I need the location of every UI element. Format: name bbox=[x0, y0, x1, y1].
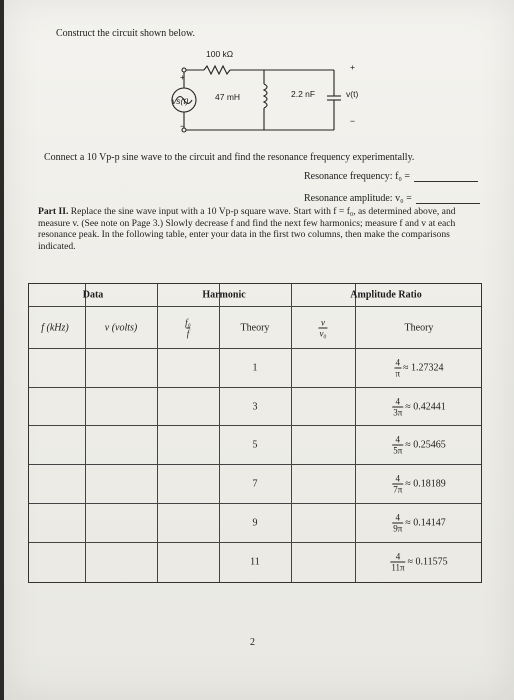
entry-cell[interactable] bbox=[31, 466, 83, 501]
part2-text: Replace the sine wave input with a 10 Vp-p square wave. Start with f = f₀, as determined above, and measure v. (See note on Page 3.) Slowly decrease f and find the next few harmonics; measure f and v at each resonance peak. In the following table, enter your data in the first two columns, then make the comparisons indicated. bbox=[38, 206, 456, 252]
harmonic-theory-value: 9 bbox=[252, 517, 258, 528]
entry-cell[interactable] bbox=[87, 544, 155, 579]
source-label: vs(t) bbox=[172, 96, 189, 106]
entry-cell[interactable] bbox=[159, 466, 217, 501]
capacitor-label: 2.2 nF bbox=[291, 89, 316, 99]
approx-value: ≈ 0.14147 bbox=[405, 517, 446, 528]
entry-cell[interactable] bbox=[159, 389, 217, 424]
amplitude-theory-value bbox=[394, 357, 443, 378]
resonance-amplitude-blank[interactable] bbox=[416, 203, 480, 204]
entry-cell[interactable] bbox=[293, 427, 353, 462]
entry-cell[interactable] bbox=[31, 389, 83, 424]
output-plus: + bbox=[350, 62, 355, 72]
approx-value: ≈ 1.27324 bbox=[403, 362, 444, 373]
col-divider bbox=[157, 284, 158, 582]
col-divider bbox=[291, 284, 292, 582]
entry-cell[interactable] bbox=[159, 505, 217, 540]
amplitude-theory-value bbox=[390, 551, 447, 572]
fraction-numerator: 4 bbox=[395, 551, 401, 561]
row-divider bbox=[29, 464, 481, 465]
entry-cell[interactable] bbox=[159, 544, 217, 579]
entry-cell[interactable] bbox=[87, 427, 155, 462]
entry-cell[interactable] bbox=[159, 427, 217, 462]
amplitude-theory-value bbox=[392, 473, 446, 494]
entry-cell[interactable] bbox=[293, 544, 353, 579]
f-denominator: f bbox=[186, 328, 190, 339]
fraction-denominator: π bbox=[395, 368, 401, 378]
instruction-text: Connect a 10 Vp-p sine wave to the circuit and find the resonance frequency experimentally. bbox=[44, 152, 415, 163]
entry-cell[interactable] bbox=[31, 505, 83, 540]
resistor-symbol bbox=[204, 66, 230, 74]
fraction-numerator: 4 bbox=[395, 473, 400, 483]
amplitude-theory-value bbox=[392, 396, 446, 417]
resonance-amplitude-label: Resonance amplitude: v₀ = bbox=[304, 193, 412, 204]
entry-cell[interactable] bbox=[159, 350, 217, 385]
col-divider bbox=[355, 284, 356, 582]
group-header-harmonic: Harmonic bbox=[202, 289, 246, 301]
approx-value: ≈ 0.25465 bbox=[405, 439, 446, 450]
resonance-frequency-blank[interactable] bbox=[414, 181, 478, 182]
worksheet-page bbox=[4, 0, 514, 700]
harmonic-theory-value: 7 bbox=[252, 478, 258, 489]
row-divider bbox=[29, 306, 481, 307]
fraction-denominator: 3π bbox=[393, 407, 403, 417]
col-header-f: f (kHz) bbox=[41, 322, 69, 334]
resonance-amplitude-row bbox=[304, 193, 480, 204]
entry-cell[interactable] bbox=[31, 544, 83, 579]
inductor-symbol bbox=[264, 84, 267, 108]
harmonic-theory-value: 5 bbox=[252, 439, 258, 450]
amplitude-fraction bbox=[392, 434, 403, 455]
circuit-diagram bbox=[134, 50, 364, 140]
entry-cell[interactable] bbox=[293, 350, 353, 385]
output-label: v(t) bbox=[346, 89, 359, 99]
approx-value: ≈ 0.18189 bbox=[405, 478, 446, 489]
harmonic-theory-value: 3 bbox=[252, 401, 258, 412]
col-divider bbox=[219, 284, 220, 582]
fraction-denominator: 9π bbox=[393, 523, 403, 533]
amplitude-theory-value bbox=[392, 512, 446, 533]
entry-cell[interactable] bbox=[87, 389, 155, 424]
col-header-amplitude-theory: Theory bbox=[404, 322, 434, 334]
source-plus: + bbox=[180, 72, 185, 82]
entry-cell[interactable] bbox=[87, 505, 155, 540]
part2-title: Part II. bbox=[38, 206, 69, 217]
row-divider bbox=[29, 348, 481, 349]
page-number: 2 bbox=[250, 637, 255, 648]
resistor-label: 100 kΩ bbox=[206, 49, 234, 59]
fraction-numerator: 4 bbox=[395, 396, 400, 406]
data-table bbox=[28, 283, 482, 583]
row-divider bbox=[29, 387, 481, 388]
f0-numerator: f₀ bbox=[185, 317, 191, 328]
entry-cell[interactable] bbox=[293, 466, 353, 501]
inductor-label: 47 mH bbox=[215, 92, 241, 102]
fraction-denominator: 7π bbox=[393, 484, 403, 494]
entry-cell[interactable] bbox=[293, 389, 353, 424]
harmonic-theory-value: 1 bbox=[252, 362, 258, 373]
col-header-v: v (volts) bbox=[104, 322, 138, 334]
entry-cell[interactable] bbox=[31, 427, 83, 462]
row-divider bbox=[29, 425, 481, 426]
col-header-v-over-v0 bbox=[318, 318, 327, 339]
entry-cell[interactable] bbox=[87, 350, 155, 385]
resonance-frequency-row bbox=[304, 171, 478, 182]
amplitude-fraction bbox=[394, 357, 401, 378]
group-header-amplitude-ratio: Amplitude Ratio bbox=[350, 289, 422, 301]
approx-value: ≈ 0.11575 bbox=[407, 556, 448, 567]
heading: Construct the circuit shown below. bbox=[56, 28, 196, 39]
source-minus: − bbox=[180, 121, 185, 131]
group-header-data: Data bbox=[82, 289, 104, 301]
part2-paragraph bbox=[38, 206, 478, 252]
col-header-harmonic-theory: Theory bbox=[240, 322, 270, 334]
fraction-numerator: 4 bbox=[395, 357, 400, 367]
fraction-numerator: 4 bbox=[395, 434, 400, 444]
row-divider bbox=[29, 542, 481, 543]
entry-cell[interactable] bbox=[293, 505, 353, 540]
amplitude-fraction bbox=[392, 396, 403, 417]
amplitude-theory-value bbox=[392, 434, 446, 455]
amplitude-fraction bbox=[392, 473, 403, 494]
amplitude-fraction bbox=[390, 551, 405, 572]
v0-denominator: v₀ bbox=[319, 328, 327, 339]
col-header-f0-over-f bbox=[184, 318, 192, 339]
fraction-denominator: 5π bbox=[393, 445, 403, 455]
entry-cell[interactable] bbox=[31, 350, 83, 385]
output-minus: − bbox=[350, 116, 355, 126]
approx-value: ≈ 0.42441 bbox=[405, 401, 446, 412]
v-numerator: v bbox=[321, 317, 325, 328]
fraction-numerator: 4 bbox=[395, 512, 400, 522]
row-divider bbox=[29, 503, 481, 504]
amplitude-fraction bbox=[392, 512, 403, 533]
harmonic-theory-value: 11 bbox=[250, 556, 260, 567]
fraction-denominator: 11π bbox=[391, 562, 405, 572]
entry-cell[interactable] bbox=[87, 466, 155, 501]
col-divider bbox=[85, 284, 86, 582]
resonance-frequency-label: Resonance frequency: f₀ = bbox=[304, 171, 411, 182]
